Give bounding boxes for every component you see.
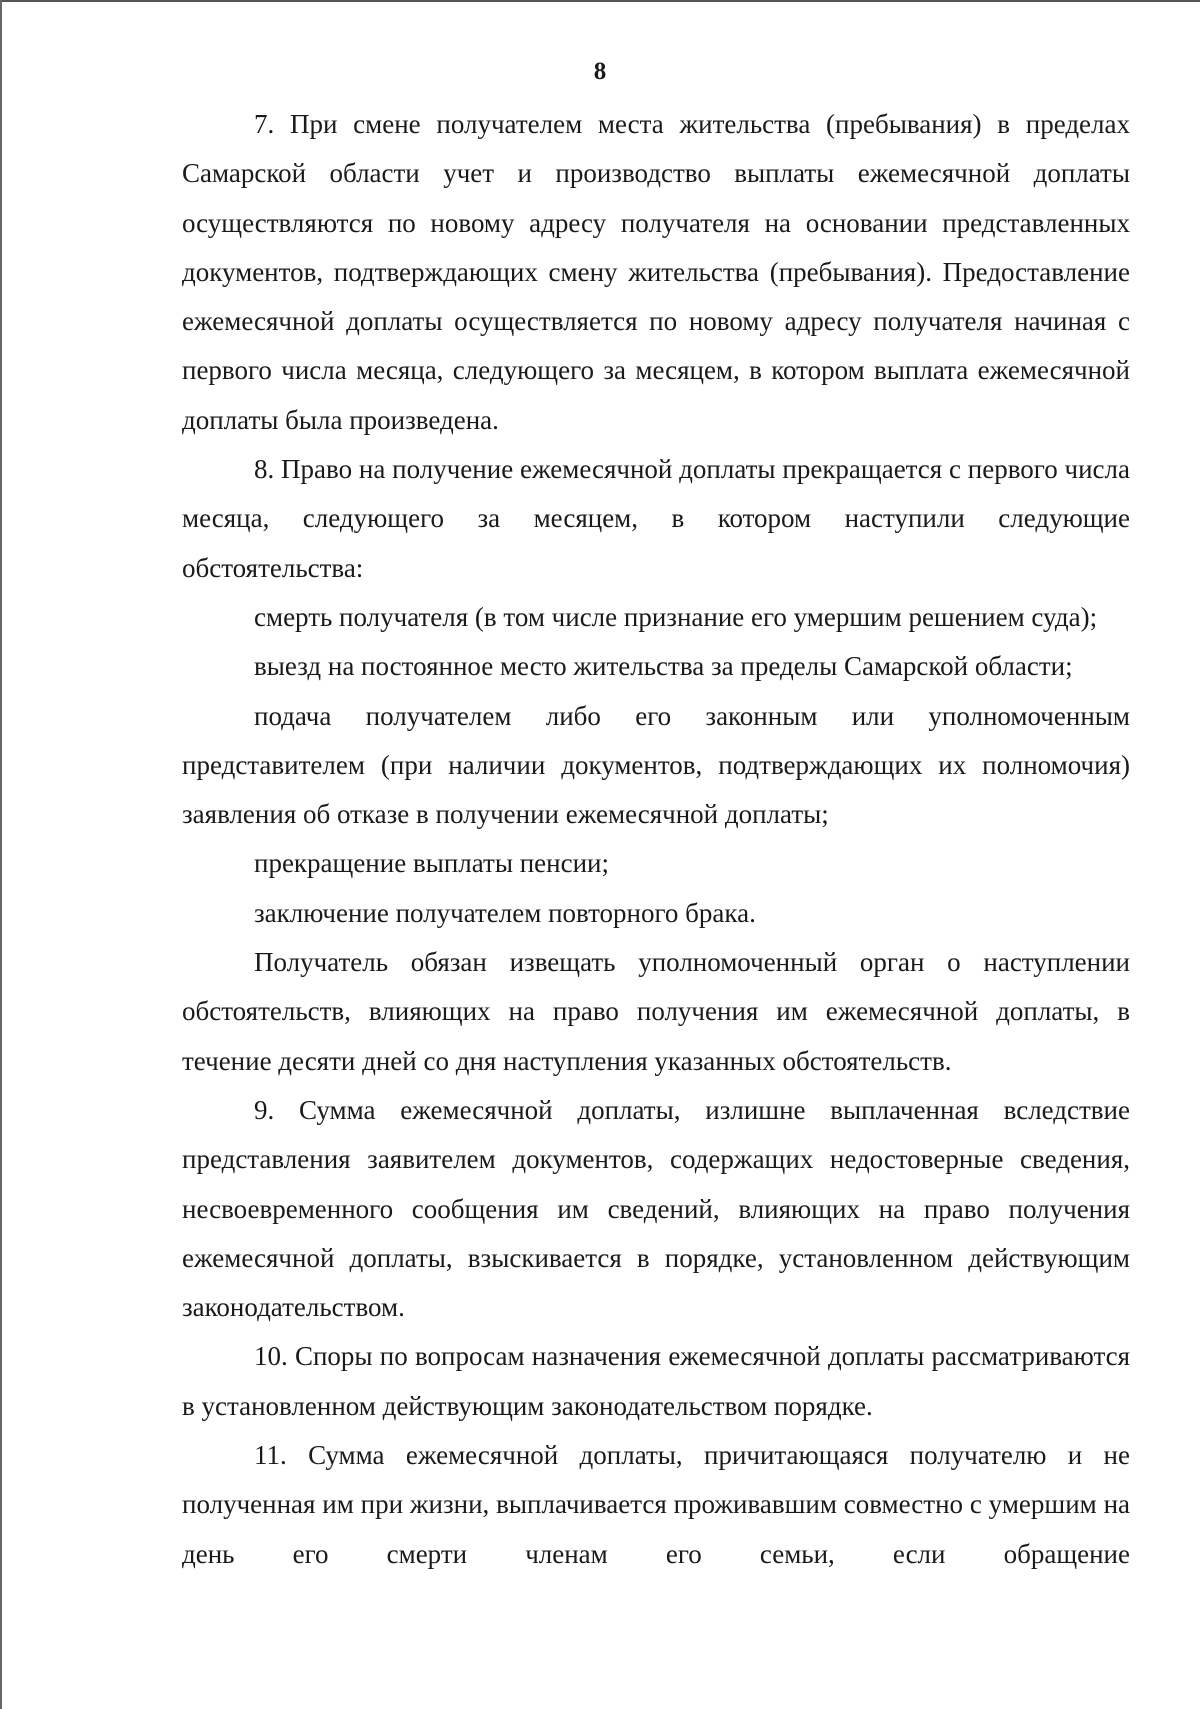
- scan-border-left: [0, 0, 2, 1709]
- scan-border-top: [0, 0, 1200, 2]
- paragraph-11: 11. Сумма ежемесячной доплаты, причитающаяся получателю и не полученная им при жизни, выплачивается проживавшим совместно с умершим на день его смерти членам его семьи, если обращение: [182, 1440, 1130, 1569]
- list-item-remarriage: заключение получателем повторного брака.: [254, 897, 756, 928]
- page-number: 8: [593, 58, 607, 85]
- list-item-refusal: подача получателем либо его законным или уполномоченным представителем (при наличии документов, подтверждающих их полномочия) заявления об отказе в получении ежемесячной доплаты;: [182, 700, 1130, 830]
- list-item-departure: выезд на постоянное место жительства за пределы Самарской области;: [254, 651, 1073, 682]
- list-item-death: смерть получателя (в том числе признание его умершим решением суда);: [254, 601, 1098, 632]
- paragraph-10: 10. Споры по вопросам назначения ежемесячной доплаты рассматриваются в установленном действующим законодательством порядке.: [182, 1341, 1130, 1421]
- document-body: [182, 100, 1130, 1579]
- paragraph-7: 7. При смене получателем места жительства (пребывания) в пределах Самарской области учет и производство выплаты ежемесячной доплаты осуществляются по новому адресу получателя на основании представленных документов, подтверждающих смену жительства (пребывания). Предоставление ежемесячной доплаты осуществляется по новому адресу получателя начиная с первого числа месяца, следующего за месяцем, в котором выплата ежемесячной доплаты была произведена.: [182, 109, 1130, 435]
- paragraph-notification: Получатель обязан извещать уполномоченный орган о наступлении обстоятельств, влияющих на право получения им ежемесячной доплаты, в течение десяти дней со дня наступления указанных обстоятельств.: [182, 947, 1130, 1076]
- paragraph-8: 8. Право на получение ежемесячной доплаты прекращается с первого числа месяца, следующего за месяцем, в котором наступили следующие обстоятельства:: [182, 454, 1130, 583]
- list-item-pension-termination: прекращение выплаты пенсии;: [254, 848, 609, 879]
- paragraph-9: 9. Сумма ежемесячной доплаты, излишне выплаченная вследствие представления заявителем документов, содержащих недостоверные сведения, несвоевременного сообщения им сведений, влияющих на право получения ежемесячной доплаты, взыскивается в порядке, установленном действующим законодательством.: [182, 1094, 1130, 1323]
